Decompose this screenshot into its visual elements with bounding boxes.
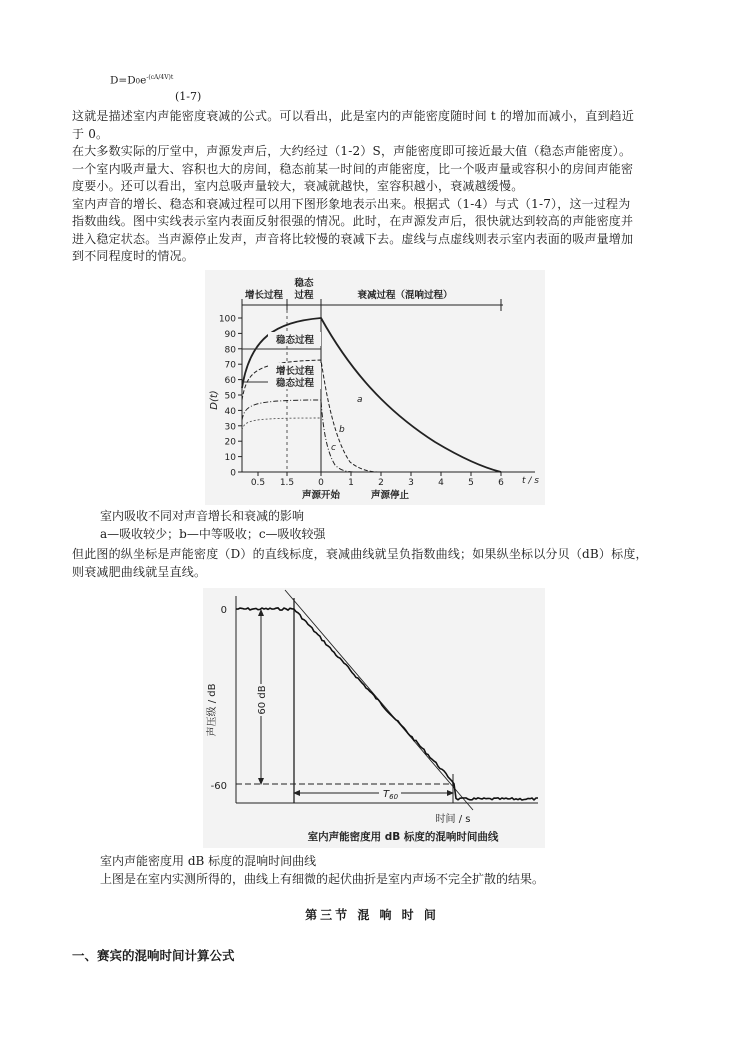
paragraph-5: 上图是在室内实测所得的，曲线上有细微的起伏曲折是室内声场不完全扩散的结果。 [100,872,545,886]
y-tick-label: 80 [224,345,236,356]
source-on-label: 声源开始 [301,490,341,501]
x-tick-label: 0 [318,478,324,488]
source-off-label: 声源停止 [370,490,410,501]
x-tick-label: 1 [348,478,354,488]
subheading: 一、赛宾的混响时间计算公式 [72,948,235,963]
y-tick-label: 100 [218,314,236,325]
x-axis-label-2: 时间 / s [435,814,471,825]
y-tick-label: 10 [224,453,236,464]
y-tick-label: 0 [230,468,236,479]
x-tick-label: 4 [438,478,444,488]
y-tick-label: 30 [224,422,236,433]
formula-base: e [140,74,147,87]
paragraph-3c: 进入稳定状态。当声源停止发声，声音将比较慢的衰减下去。虚线与点虚线则表示室内表面的吸声量增加 [72,231,634,246]
x-tick-label: 0.5 [250,478,266,488]
t60-subscript: 60 [389,793,399,801]
x-tick-label: 5 [468,478,474,488]
curve-a-label: a [357,395,363,405]
decay-formula [110,74,173,87]
span-label: 60 dB [257,685,268,715]
inner-steady-label: 稳态过程 [275,335,315,346]
paragraph-2c: 度要小。还可以看出，室内总吸声量较大，衰减就越快，室容积越小，衰减越缓慢。 [72,179,524,193]
inner-steady2-label: 稳态过程 [275,378,315,389]
figure-growth-decay [205,270,545,505]
paragraph-2b: 一个室内吸声量大、容积也大的房间，稳态前某一时间的声能密度，比一个吸声量或容积小的房间声能密 [72,161,634,176]
figure-1-legend: a—吸收较少；b—中等吸收；c—吸收较强 [100,527,326,541]
paragraph-3d: 到不同程度时的情况。 [72,249,195,263]
figure-2-caption: 室内声能密度用 dB 标度的混响时间曲线 [100,854,317,868]
formula-exponent: -(cA/4V)t [146,74,174,81]
formula-sub: 0 [135,77,141,86]
figure-reverb-db [203,588,545,848]
y-tick-0: 0 [220,605,227,616]
figure-2-background [203,588,545,848]
paragraph-4b: 则衰减肥曲线就呈直线。 [72,565,207,579]
figure-1-caption: 室内吸收不同对声音增长和衰减的影响 [100,509,305,523]
paragraph-3a: 室内声音的增长、稳态和衰减过程可以用下图形象地表示出来。根据式（1-4）与式（1-7），这一过程为 [72,196,631,211]
curve-b-label: b [339,425,345,435]
y-axis-label-2: 声压级 / dB [207,683,218,737]
paragraph-4a: 但此图的纵坐标是声能密度（D）的直线标度，衰减曲线就呈负指数曲线；如果纵坐标以分贝（dB）标度， [72,547,648,561]
paragraph-1b: 于 0。 [72,126,109,141]
y-tick-label: 60 [224,376,236,387]
paragraph-1a: 这就是描述室内声能密度衰减的公式。可以看出，此是室内的声能密度随时间 t 的增加而减小，直到趋近 [72,109,635,123]
curve-c-label: c [331,443,336,453]
y-tick-60: -60 [210,781,227,792]
x-tick-label: 1.5 [279,478,295,488]
x-tick-label: 2 [378,478,384,488]
x-tick-label: 3 [408,478,414,488]
y-tick-label: 70 [224,360,236,371]
inner-growth-label: 增长过程 [275,366,315,377]
y-tick-label: 40 [224,406,236,417]
x-unit-label: t / s [522,476,539,486]
stage-steady-label-1: 稳态 [294,278,314,289]
figure-2-title: 室内声能密度用 dB 标度的混响时间曲线 [307,831,499,843]
paragraph-3b: 指数曲线。图中实线表示室内表面反射很强的情况。此时，在声源发声后，很快就达到较高的声能密度并 [72,214,634,228]
stage-decay-label: 衰减过程（混响过程） [357,290,453,301]
y-axis-label: D(t) [209,390,220,410]
y-tick-label: 50 [224,391,236,402]
section-title: 第三节 混 响 时 间 [305,908,439,922]
formula-lhs: D=D [110,74,136,87]
x-tick-label: 6 [498,478,504,488]
y-tick-label: 90 [224,329,236,340]
y-tick-label: 20 [224,437,236,448]
paragraph-2a: 在大多数实际的厅堂中，声源发声后，大约经过（1-2）S，声能密度即可接近最大值（稳态声能密度）。 [72,144,632,158]
stage-growth-label: 增长过程 [244,290,284,301]
stage-steady-label-2: 过程 [294,290,314,301]
t60-symbol: T [383,789,390,800]
formula-number: (1-7) [175,90,202,103]
